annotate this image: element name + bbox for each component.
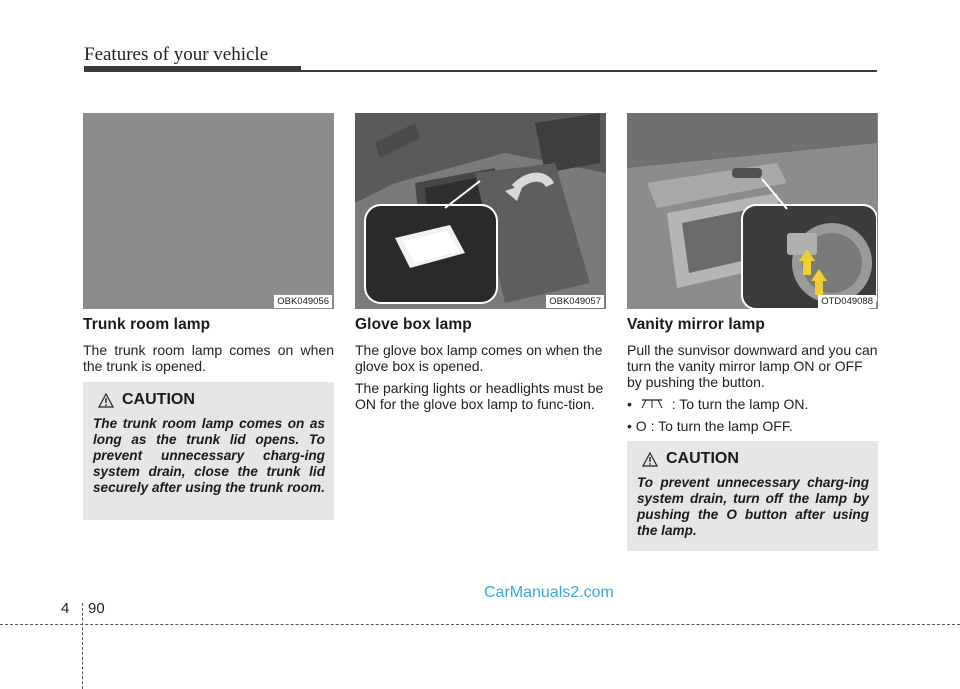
caution-box [83,382,334,520]
trunk-room-lamp-section [83,316,334,380]
bullet-lamp-off [627,418,878,434]
page-number: 90 [88,600,105,617]
warning-triangle-icon [642,452,658,467]
glove-box-lamp-figure [355,113,606,309]
footer-divider [82,603,83,689]
glove-box-lamp-section [355,316,606,418]
bullet-text: : To turn the lamp OFF. [650,418,793,434]
section-title: Glove box lamp [355,316,472,333]
header-rule-accent [84,66,301,72]
bullet-text: : To turn the lamp ON. [671,396,809,412]
vanity-mirror-lamp-figure [627,113,878,309]
figure-code: OTD049088 [818,295,876,308]
chapter-number: 4 [61,600,70,617]
bullet-symbol: • O [627,418,647,434]
caution-body: The trunk room lamp comes on as long as the trunk lid opens. To prevent unnecessary charg-ing system drain, close the trunk lid securely after using the trunk room. [93,416,325,495]
bullet-symbol: • [627,396,632,412]
section-paragraph: The glove box lamp comes on when the glove box is opened. [355,342,603,374]
section-paragraph: Pull the sunvisor downward and you can turn the vanity mirror lamp ON or OFF by pushing the button. [627,342,878,390]
footer-rule [0,624,960,625]
section-title: Trunk room lamp [83,316,211,333]
page-header-title: Features of your vehicle [84,44,269,65]
vanity-mirror-lamp-section [627,316,878,440]
bullet-lamp-on [627,396,878,412]
figure-code: OBK049057 [546,295,604,308]
trunk-lamp-figure [83,113,334,309]
glove-box-illustration [355,113,606,309]
caution-body: To prevent unnecessary charg-ing system drain, turn off the lamp by pushing the O button after using the lamp. [637,475,869,538]
section-paragraph: The parking lights or headlights must be ON for the glove box lamp to func-tion. [355,380,604,412]
vanity-mirror-illustration [627,113,877,309]
section-title: Vanity mirror lamp [627,316,765,333]
figure-code: OBK049056 [274,295,332,308]
watermark-link[interactable]: CarManuals2.com [484,584,614,601]
caution-box [627,441,878,551]
caution-title: CAUTION [666,450,739,467]
door-lamp-icon [639,398,665,410]
caution-title: CAUTION [122,391,195,408]
warning-triangle-icon [98,393,114,408]
section-paragraph: The trunk room lamp comes on when the trunk is opened. [83,342,334,374]
